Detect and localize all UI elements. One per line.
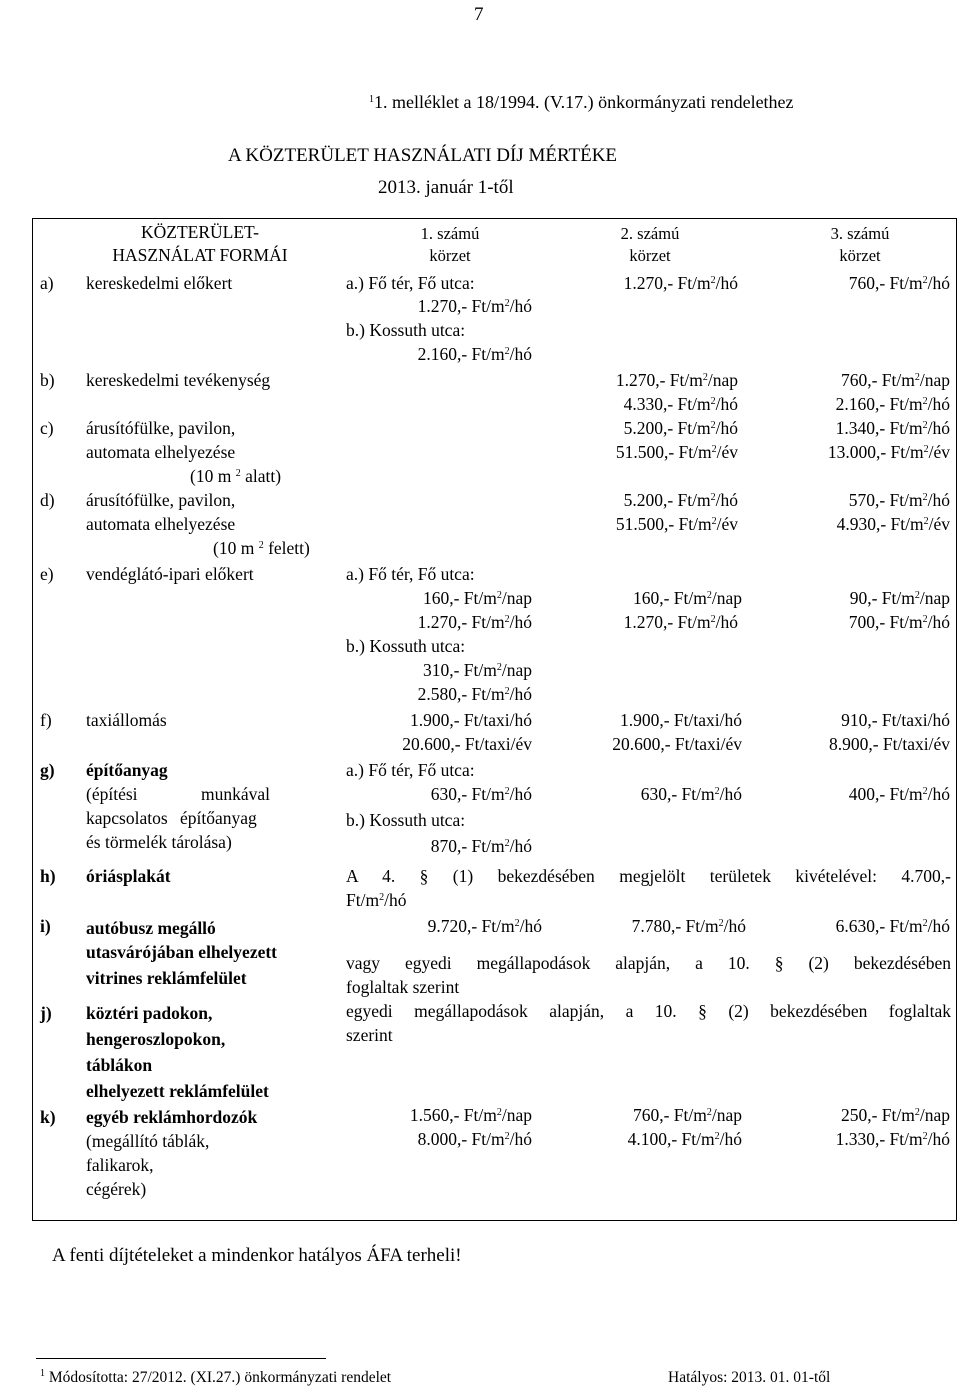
annex-text: 1. melléklet a 18/1994. (V.17.) önkormányzati rendelethez xyxy=(374,92,794,112)
document-subtitle: 2013. január 1-től xyxy=(378,177,514,198)
footnote-divider xyxy=(36,1358,326,1359)
vat-note: A fenti díjtételeket a mindenkor hatályos ÁFA terheli! xyxy=(52,1245,462,1266)
document-title: A KÖZTERÜLET HASZNÁLATI DÍJ MÉRTÉKE xyxy=(228,145,618,166)
footnote xyxy=(40,1370,391,1386)
footnote-effective-date: Hatályos: 2013. 01. 01-től xyxy=(668,1369,831,1386)
annex-footnote-mark: 1 xyxy=(369,94,374,105)
footnote-text: Módosította: 27/2012. (XI.27.) önkormányzati rendelet xyxy=(48,1369,392,1386)
annex-reference xyxy=(369,93,794,111)
page-number: 7 xyxy=(474,4,484,25)
footnote-mark: 1 xyxy=(40,1368,45,1379)
